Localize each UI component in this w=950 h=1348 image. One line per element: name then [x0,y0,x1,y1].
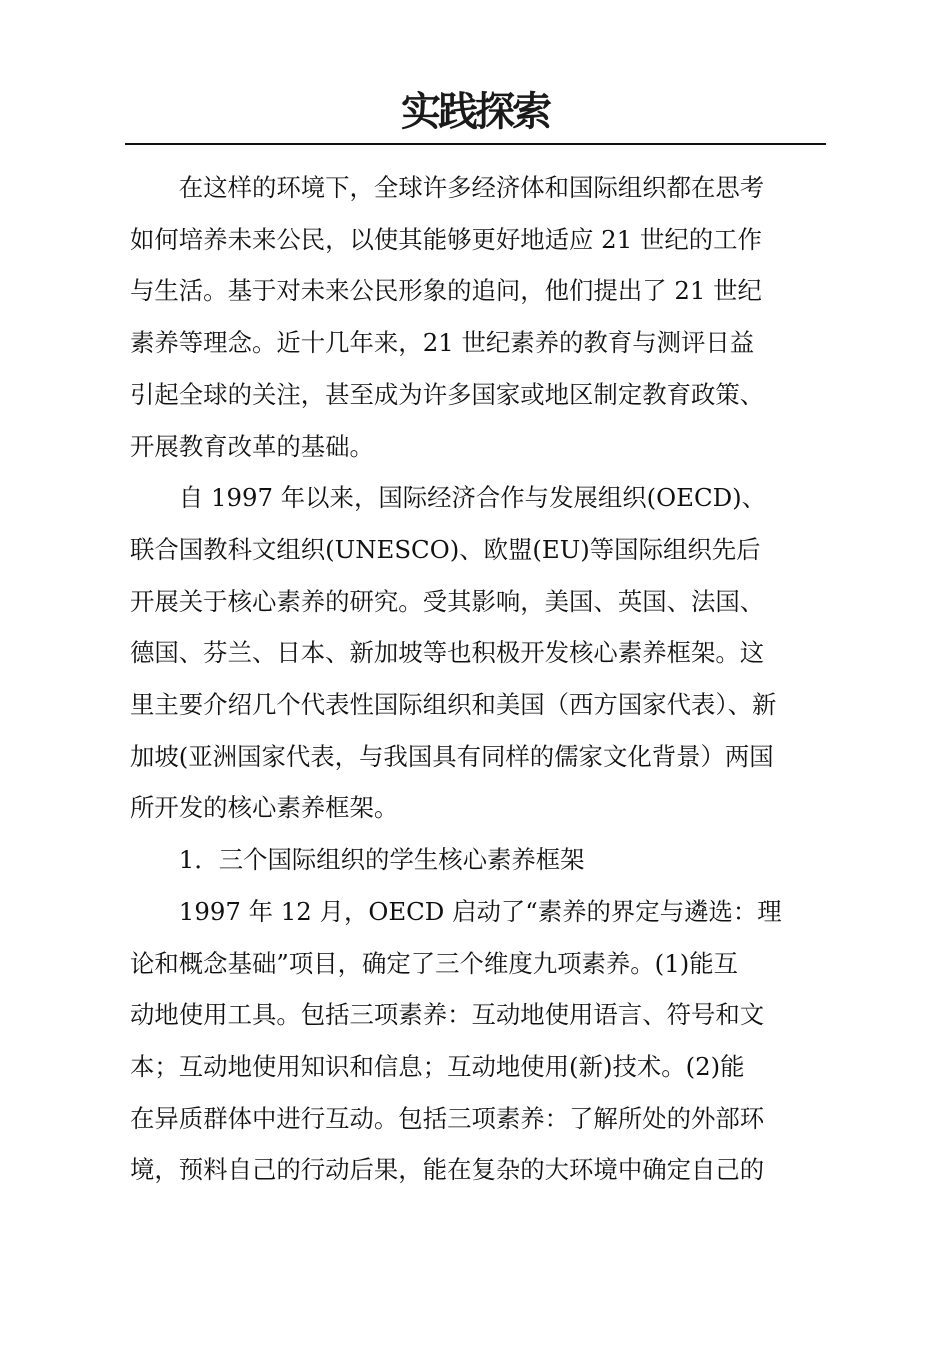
page-header-title: 实践探索 [401,88,549,135]
article-body [130,162,824,1196]
paragraph-context: 在这样的环境下，全球许多经济体和国际组织都在思考 如何培养未来公民，以使其能够更好地适应 21 世纪的工作 与生活。基于对未来公民形象的追问，他们提出了 21 世纪 素养等理念。近十几年来，21 世纪素养的教育与测评日益 引起全球的关注，甚至成为许多国家或地区制定教育政策、 开展教育改革的基础。 [130,173,765,461]
header-divider [125,143,826,145]
paragraph-international-orgs: 自 1997 年以来，国际经济合作与发展组织(OECD)、 联合国教科文组织(UNESCO)、欧盟(EU)等国际组织先后 开展关于核心素养的研究。受其影响，美国、英国、法国、 德国、芬兰、日本、新加坡等也积极开发核心素养框架。这 里主要介绍几个代表性国际组织和美国（西方国家代表）、新 加坡(亚洲国家代表，与我国具有同样的儒家文化背景）两国 所开发的核心素养框架。 [130,483,777,823]
section-heading-frameworks: 1．三个国际组织的学生核心素养框架 [178,845,585,875]
paragraph-oecd: 1997 年 12 月，OECD 启动了“素养的界定与遴选：理 论和概念基础”项目，确定了三个维度九项素养。(1)能互 动地使用工具。包括三项素养：互动地使用语言、符号和文 本；互动地使用知识和信息；互动地使用(新)技术。(2)能 在异质群体中进行互动。包括三项素养：了解所处的外部环 境，预料自己的行动后果，能在复杂的大环境中确定自己的 [130,896,782,1185]
